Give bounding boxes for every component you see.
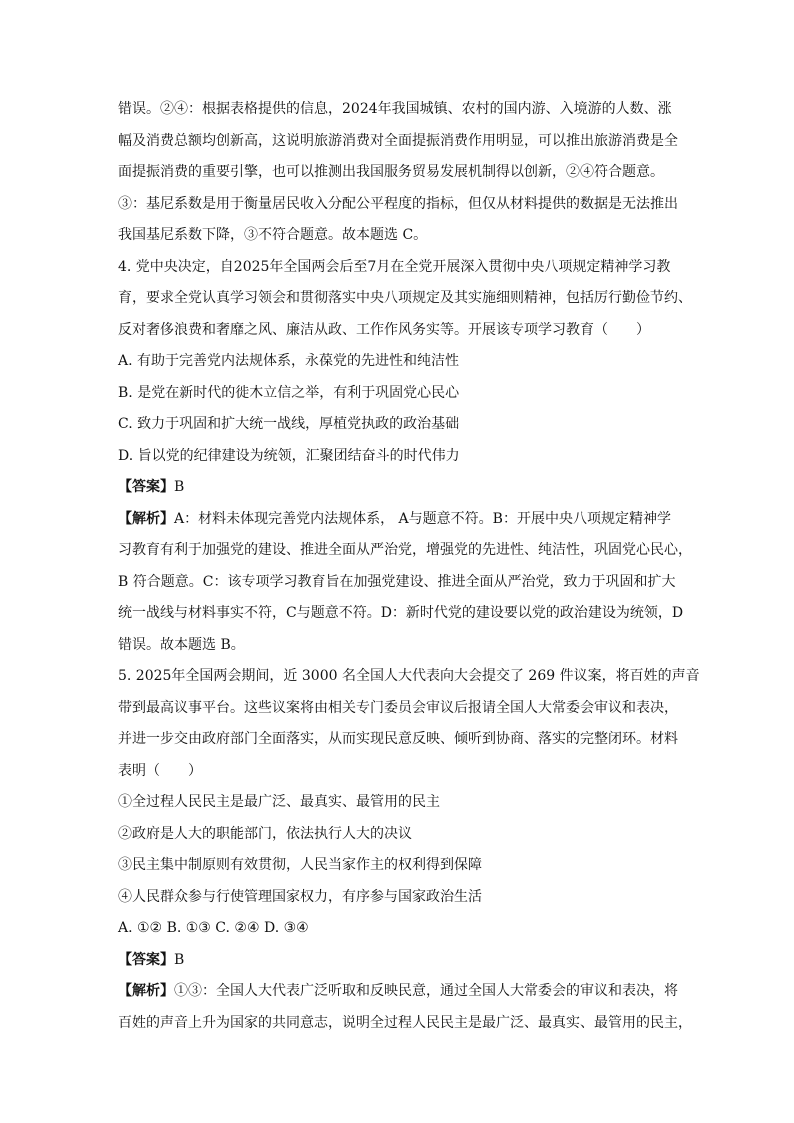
line-text: 5. 2025年全国两会期间，近 3000 名全国人大代表向大会提交了 269 件议案，将百姓的声音 xyxy=(118,668,700,684)
text-line xyxy=(118,724,684,756)
document-body xyxy=(118,94,700,1039)
line-text: B. 是党在新时代的徙木立信之举，有利于巩固党心民心 xyxy=(118,384,460,401)
line-text: ①全过程人民民主是最广泛、最真实、最管用的民主 xyxy=(118,794,440,810)
line-text: 错误。②④：根据表格提供的信息，2024年我国城镇、农村的国内游、入境游的人数、涨 xyxy=(118,101,672,117)
line-text: ②政府是人大的职能部门，依法执行人大的决议 xyxy=(118,825,412,842)
text-line xyxy=(118,976,684,1008)
line-text: D. 旨以党的纪律建设为统领，汇聚团结奋斗的时代伟力 xyxy=(118,447,460,464)
line-text: C. 致力于巩固和扩大统一战线，厚植党执政的政治基础 xyxy=(118,416,460,432)
text-line xyxy=(118,630,684,662)
text-line xyxy=(118,252,684,284)
text-line xyxy=(118,378,684,410)
text-line xyxy=(118,94,684,126)
line-text: ③民主集中制原则有效贯彻，人民当家作主的权利得到保障 xyxy=(118,857,482,873)
text-line xyxy=(118,787,684,819)
line-text: B xyxy=(174,951,185,968)
text-line xyxy=(118,157,684,189)
text-line xyxy=(118,945,684,977)
line-text: 带到最高议事平台。这些议案将由相关专门委员会审议后报请全国人大常委会审议和表决， xyxy=(118,699,678,716)
text-line xyxy=(118,189,684,221)
text-line xyxy=(118,693,684,725)
text-line xyxy=(118,441,684,473)
text-line xyxy=(118,913,684,945)
text-line xyxy=(118,598,684,630)
text-line xyxy=(118,409,684,441)
line-text: 并进一步交由政府部门全面落实，从而实现民意反映、倾听到协商、落实的完整闭环。材料 xyxy=(118,731,678,747)
text-line xyxy=(118,535,692,567)
line-text: A. 有助于完善党内法规体系，永葆党的先进性和纯洁性 xyxy=(118,353,460,369)
line-text: A：材料未体现完善党内法规体系， A与题意不符。B：开展中央八项规定精神学 xyxy=(174,510,671,527)
answer-label: 【答案】 xyxy=(118,479,174,495)
line-text: B xyxy=(174,479,185,495)
line-text: A. ①② B. ①③ C. ②④ D. ③④ xyxy=(118,920,309,936)
text-line xyxy=(118,882,684,914)
line-text: 百姓的声音上升为国家的共同意志，说明全过程人民民主是最广泛、最真实、最管用的民主， xyxy=(118,1014,692,1031)
line-text: 表明（ ） xyxy=(118,762,202,779)
text-line xyxy=(118,661,700,693)
line-text: 4. 党中央决定，自2025年全国两会后至7月在全党开展深入贯彻中央八项规定精神学习教 xyxy=(118,258,671,275)
text-line xyxy=(118,220,684,252)
text-line xyxy=(118,283,692,315)
text-line xyxy=(118,819,684,851)
line-text: ①③：全国人大代表广泛听取和反映民意，通过全国人大常委会的审议和表决，将 xyxy=(174,983,678,999)
line-text: 面提振消费的重要引擎，也可以推测出我国服务贸易发展机制得以创新，②④符合题意。 xyxy=(118,164,664,180)
line-text: 我国基尼系数下降，③不符合题意。故本题选 C。 xyxy=(118,227,428,243)
line-text: ③：基尼系数是用于衡量居民收入分配公平程度的指标，但仅从材料提供的数据是无法推出 xyxy=(118,195,678,212)
line-text: B 符合题意。C：该专项学习教育旨在加强党建设、推进全面从严治党，致力于巩固和扩大 xyxy=(118,573,676,590)
answer-label: 【解析】 xyxy=(118,983,174,999)
line-text: 育，要求全党认真学习领会和贯彻落实中央八项规定及其实施细则精神，包括厉行勤俭节约、 xyxy=(118,290,692,306)
line-text: 习教育有利于加强党的建设、推进全面从严治党，增强党的先进性、纯洁性，巩固党心民心， xyxy=(118,542,692,558)
text-line xyxy=(118,126,684,158)
answer-label: 【解析】 xyxy=(118,510,174,527)
text-line xyxy=(118,756,684,788)
line-text: 错误。故本题选 B。 xyxy=(118,636,245,653)
text-line xyxy=(118,504,684,536)
text-line xyxy=(118,346,684,378)
text-line xyxy=(118,472,684,504)
text-line xyxy=(118,1008,692,1040)
line-text: ④人民群众参与行使管理国家权力，有序参与国家政治生活 xyxy=(118,888,482,905)
text-line xyxy=(118,567,684,599)
text-line xyxy=(118,315,684,347)
line-text: 幅及消费总额均创新高，这说明旅游消费对全面提振消费作用明显，可以推出旅游消费是全 xyxy=(118,132,678,149)
text-line xyxy=(118,850,684,882)
line-text: 统一战线与材料事实不符，C与题意不符。D：新时代党的建设要以党的政治建设为统领，D xyxy=(118,605,684,621)
line-text: 反对奢侈浪费和奢靡之风、廉洁从政、工作作风务实等。开展该专项学习教育（ ） xyxy=(118,321,650,338)
answer-label: 【答案】 xyxy=(118,951,174,968)
